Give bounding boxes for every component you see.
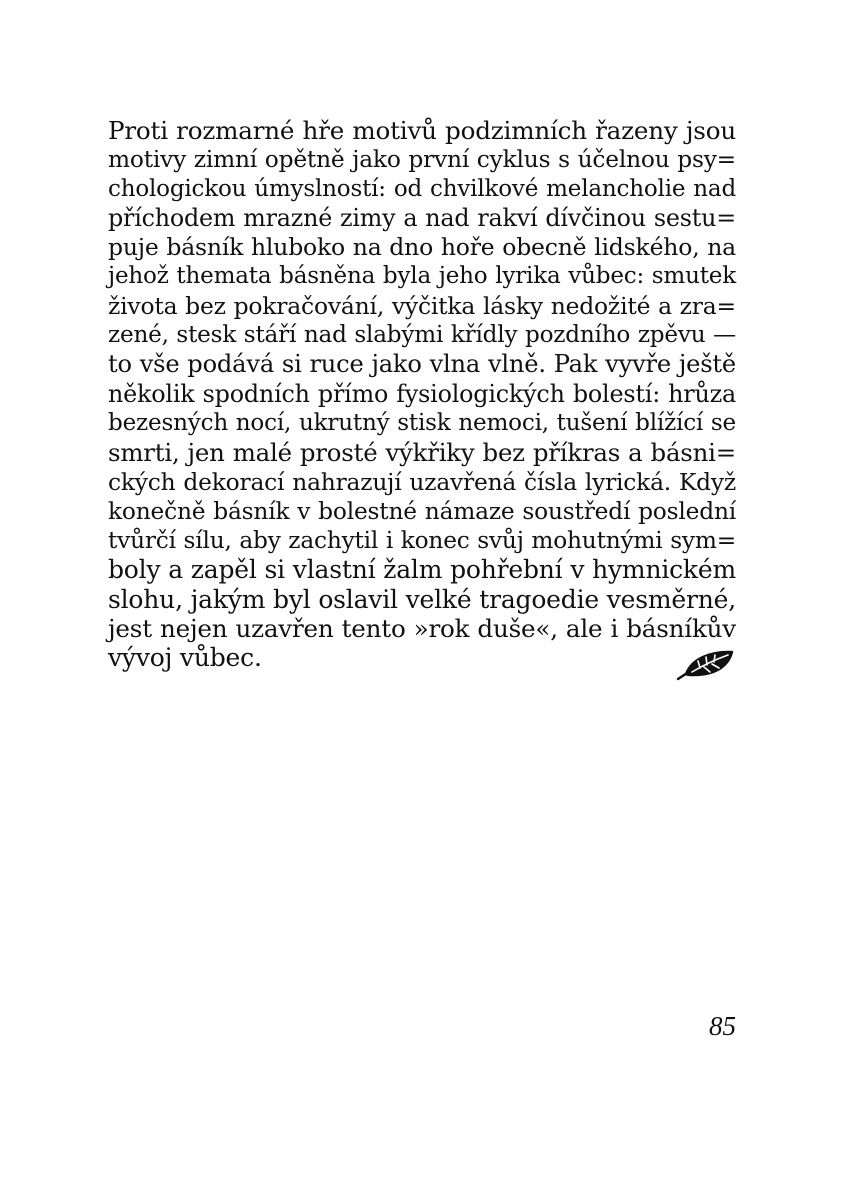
text-line: několik spodních přímo fysiologických bolestí: hrůza xyxy=(108,379,736,408)
text-line: tvůrčí sílu, aby zachytil i konec svůj mohutnými sym= xyxy=(108,527,736,555)
text-line: motivy zimní opětně jako první cyklus s účelnou psy= xyxy=(108,146,736,174)
text-line: příchodem mrazné zimy a nad rakví dívčinou sestu= xyxy=(108,203,736,232)
text-line-last: vývoj vůbec. xyxy=(108,643,262,673)
text-line: to vše podává si ruce jako vlna vlně. Pak vyvře ještě xyxy=(108,350,736,379)
text-line: zené, stesk stáří nad slabými křídly pozdního zpěvu — xyxy=(108,322,736,349)
text-line: boly a zapěl si vlastní žalm pohřební v hymnickém xyxy=(108,555,736,585)
text-line: jest nejen uzavřen tento »rok duše«, ale i básníkův xyxy=(108,614,736,644)
text-line: puje básník hluboko na dno hoře obecně lidského, na xyxy=(108,233,736,262)
body-paragraph xyxy=(108,116,736,673)
text-line: ckých dekorací nahrazují uzavřená čísla lyrická. Když xyxy=(108,467,736,496)
leaf-icon xyxy=(674,648,736,682)
text-line: konečně básník v bolestné námaze soustředí poslední xyxy=(108,497,736,525)
text-line: bezesných nocí, ukrutný stisk nemoci, tušení blížící se xyxy=(108,409,736,436)
text-line: života bez pokračování, výčitka lásky nedožité a zra= xyxy=(108,291,736,320)
text-line: slohu, jakým byl oslavil velké tragoedie vesměrné, xyxy=(108,584,736,614)
text-line: smrti, jen malé prosté výkřiky bez příkras a básni= xyxy=(108,438,736,468)
text-line: jehož themata básněna byla jeho lyrika vůbec: smutek xyxy=(108,263,736,290)
text-line: chologickou úmyslností: od chvilkové melancholie nad xyxy=(108,175,736,202)
page-number: 85 xyxy=(709,1011,736,1041)
text-line: Proti rozmarné hře motivů podzimních řazeny jsou xyxy=(108,116,736,145)
